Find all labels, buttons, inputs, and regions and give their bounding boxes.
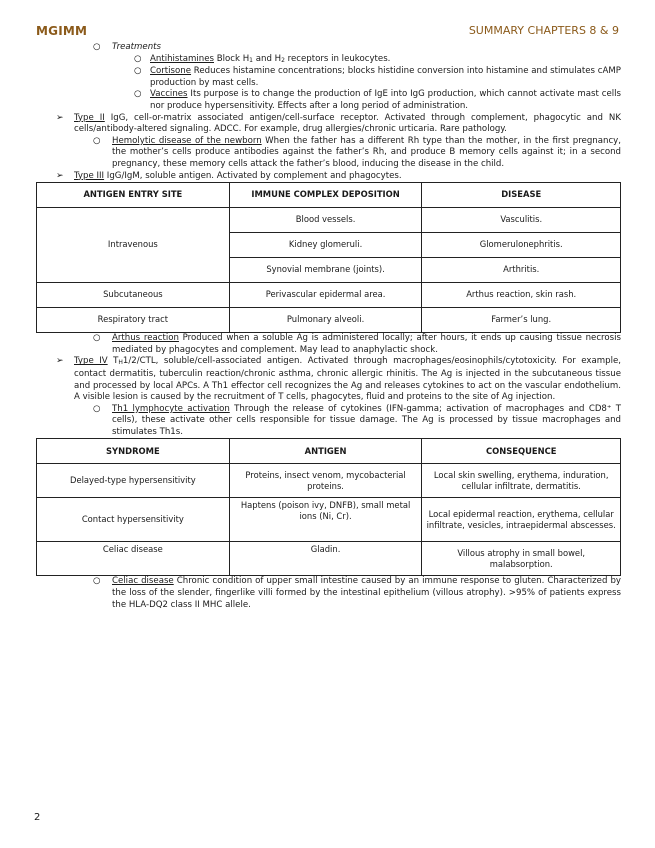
arrow-bullet-icon: ➢	[56, 170, 64, 181]
list-item	[36, 54, 621, 67]
item-text: and H	[253, 53, 282, 64]
table-cell: Arthritis.	[422, 258, 621, 283]
table-cell: Delayed-type hypersensitivity	[37, 464, 230, 498]
table-row	[37, 464, 621, 498]
item-text: Its purpose is to change the production of IgE into IgG production, which cannot activate mast cells nor produce hypersensitivity. Effects after a long period of administration.	[150, 89, 621, 111]
arrow-bullet-icon: ➢	[56, 356, 64, 367]
term: Cortisone	[150, 66, 192, 77]
table-row	[37, 208, 621, 233]
term: Arthus reaction	[112, 333, 179, 344]
type4-syndrome-table	[36, 438, 621, 576]
item-text: IgG, cell-or-matrix associated antigen/cell-surface receptor. Activated through complement, phagocytic and NK cells/antibody-altered signaling. ADCC. For example, drug allergies/chronic urticaria. Rare pathology.	[74, 112, 621, 135]
item-text: Reduces histamine concentrations; blocks histidine conversion into histamine and stimulates cAMP production by mast cells.	[150, 66, 621, 88]
term: Type II	[74, 112, 105, 123]
circle-bullet-icon: ○	[93, 333, 101, 344]
table-row	[37, 498, 621, 542]
table-cell: Glomerulonephritis.	[422, 233, 621, 258]
term: Th1 lymphocyte activation	[112, 403, 230, 414]
term: Type IV	[74, 356, 108, 367]
table-cell: Arthus reaction, skin rash.	[422, 283, 621, 308]
table-row	[37, 283, 621, 308]
circle-bullet-icon: ○	[93, 42, 101, 52]
column-header: SYNDROME	[37, 439, 230, 464]
column-header: ANTIGEN ENTRY SITE	[37, 183, 230, 208]
table-header-row	[37, 183, 621, 208]
term: Antihistamines	[150, 53, 214, 64]
list-item	[36, 404, 621, 439]
column-header: ANTIGEN	[229, 439, 422, 464]
table-cell: Local skin swelling, erythema, induration, cellular infiltrate, dermatitis.	[422, 464, 621, 498]
term: Hemolytic disease of the newborn	[112, 135, 262, 146]
treatments-heading: Treatments	[112, 42, 161, 52]
table-cell: Farmer’s lung.	[422, 308, 621, 333]
table-cell: Local epidermal reaction, erythema, cellular infiltrate, vesicles, intraepidermal abscesses.	[422, 498, 621, 542]
item-text: Produced when a soluble Ag is administered locally; after hours, it ends up causing tissue necrosis mediated by phagocytes and complement. May lead to anaphylactic shock.	[112, 333, 621, 355]
subscript: H	[118, 359, 123, 367]
item-text: T	[107, 356, 119, 367]
subscript: 1	[249, 56, 253, 64]
table-cell: Synovial membrane (joints).	[229, 258, 422, 283]
list-item	[36, 89, 621, 112]
table-cell: Haptens (poison ivy, DNFB), small metal ions (Ni, Cr).	[229, 498, 422, 542]
table-cell: Perivascular epidermal area.	[229, 283, 422, 308]
table-header-row	[37, 439, 621, 464]
item-text: Chronic condition of upper small intestine caused by an immune response to gluten. Characterized by the loss of the slender, fingerlike villi formed by the intestinal epithelium (villous atrophy). >95% of patients express the HLA-DQ2 class II MHC allele.	[112, 576, 621, 610]
table-cell: Kidney glomeruli.	[229, 233, 422, 258]
document-body	[36, 42, 621, 611]
item-text: receptors in leukocytes.	[284, 53, 391, 64]
item-text: IgG/IgM, soluble antigen. Activated by complement and phagocytes.	[104, 170, 402, 181]
item-text: Through the release of cytokines (IFN-gamma; activation of macrophages and CD8⁺ T cells), these activate other cells responsible for tissue damage. The Ag is processed by tissue macrophages and stimulates Th1s.	[112, 403, 621, 437]
table-cell: Proteins, insect venom, mycobacterial proteins.	[229, 464, 422, 498]
circle-bullet-icon: ○	[93, 403, 101, 414]
list-item	[36, 333, 621, 356]
column-header: IMMUNE COMPLEX DEPOSITION	[229, 183, 422, 208]
item-text: 1/2/CTL, soluble/cell-associated antigen. Activated through macrophages/eosinophils/cytotoxicity. For example, contact dermatitis, tuberculin reaction/chronic asthma, chronic allergic rhinitis. The Ag is injected in the subcutaneous tissue and processed by local APCs. A Th1 effector cell recognizes the Ag and releases cytokines to act on the vascular endothelium. A visible lesion is caused by the recruitment of T cells, phagocytes, fluid and proteins to the site of Ag injection.	[74, 356, 621, 403]
list-item	[36, 66, 621, 89]
column-header: DISEASE	[422, 183, 621, 208]
subscript: 2	[281, 56, 285, 64]
table-cell: Respiratory tract	[37, 308, 230, 333]
circle-bullet-icon: ○	[134, 66, 142, 77]
term: Type III	[74, 170, 105, 181]
table-cell: Gladin.	[229, 542, 422, 576]
term: Vaccines	[150, 89, 188, 100]
table-cell: Celiac disease	[37, 542, 230, 576]
type3-section	[36, 171, 621, 183]
header-brand: MGIMM	[36, 24, 88, 38]
circle-bullet-icon: ○	[134, 89, 142, 100]
item-text: When the father has a different Rh type than the mother, in the first pregnancy, the mother’s cells produce antibodies against the father’s Rh, and produce B memory cells against it; in a second pregnancy, these memory cells attack the father’s blood, inducing the disease in the child.	[112, 135, 621, 169]
header-title: SUMMARY CHAPTERS 8 & 9	[468, 24, 619, 37]
table-row	[37, 308, 621, 333]
term: Celiac disease	[112, 576, 174, 587]
table-cell: Pulmonary alveoli.	[229, 308, 422, 333]
circle-bullet-icon: ○	[134, 53, 142, 64]
item-text: Block H	[214, 53, 250, 64]
list-item	[36, 576, 621, 611]
type2-section	[36, 113, 621, 136]
treatments-heading-row	[36, 42, 621, 54]
circle-bullet-icon: ○	[93, 135, 101, 146]
table-cell: Blood vessels.	[229, 208, 422, 233]
arrow-bullet-icon: ➢	[56, 112, 64, 123]
list-item	[36, 136, 621, 171]
table-cell: Vasculitis.	[422, 208, 621, 233]
column-header: CONSEQUENCE	[422, 439, 621, 464]
circle-bullet-icon: ○	[93, 576, 101, 587]
table-row	[37, 542, 621, 576]
table-cell: Subcutaneous	[37, 283, 230, 308]
table-cell: Intravenous	[37, 208, 230, 283]
page-number: 2	[34, 812, 41, 823]
type4-section	[36, 356, 621, 403]
table-cell: Villous atrophy in small bowel, malabsorption.	[422, 542, 621, 576]
table-cell: Contact hypersensitivity	[37, 498, 230, 542]
immune-complex-table	[36, 182, 621, 333]
